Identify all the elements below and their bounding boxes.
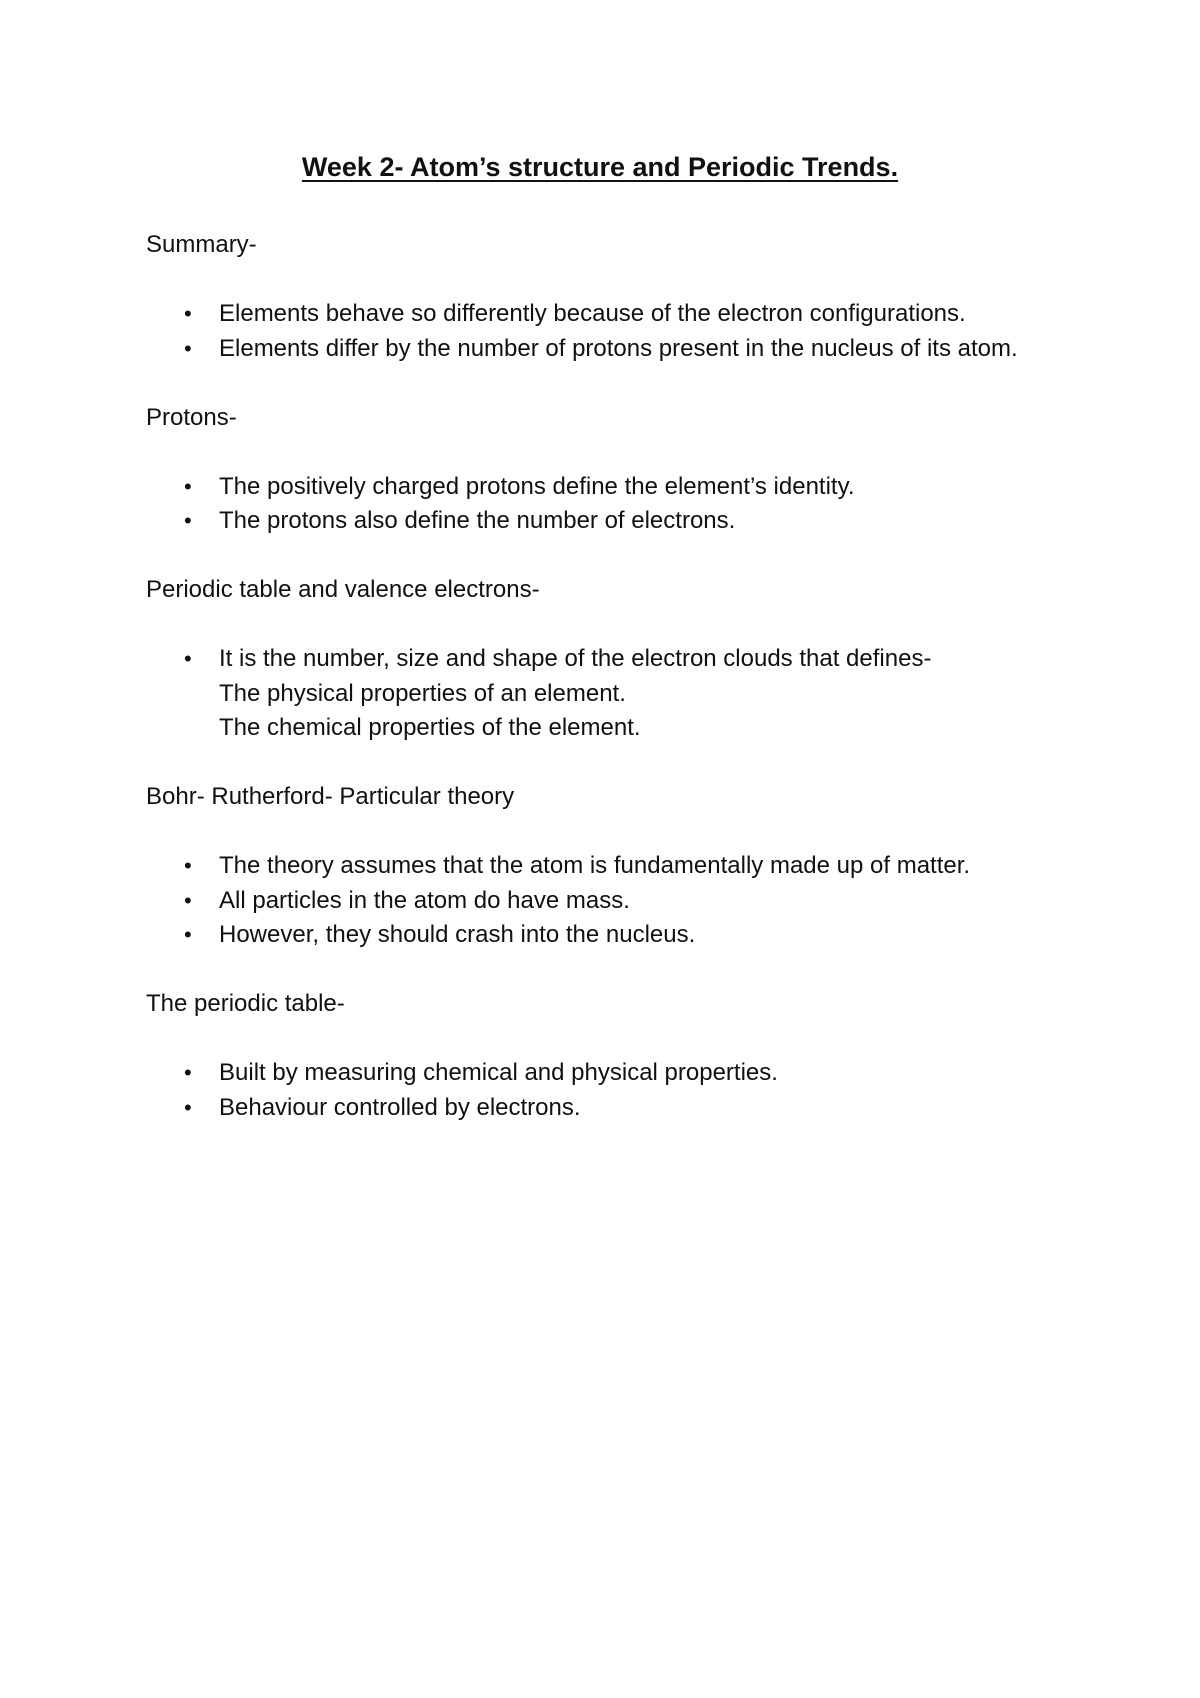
list-item	[146, 884, 1066, 919]
bullet-icon: •	[184, 646, 192, 671]
protons-list	[146, 470, 1066, 539]
list-item	[146, 297, 1066, 332]
periodic-valence-list	[146, 642, 1066, 746]
list-item-text: The positively charged protons define the element’s identity.	[219, 472, 855, 500]
bullet-icon: •	[184, 301, 192, 326]
section-heading-protons: Protons-	[146, 403, 237, 431]
list-item-text: Built by measuring chemical and physical properties.	[219, 1059, 778, 1086]
list-item	[146, 504, 1066, 539]
periodic-table-list	[146, 1056, 1066, 1125]
section-heading-periodic-table: The periodic table-	[146, 990, 345, 1017]
document-body	[146, 228, 1066, 1160]
continuation-line: The chemical properties of the element.	[219, 714, 641, 741]
list-item-text: Elements differ by the number of protons present in the nucleus of its atom.	[219, 334, 1018, 362]
list-item-text: It is the number, size and shape of the electron clouds that defines-	[219, 645, 932, 672]
list-item	[146, 1056, 1066, 1091]
bullet-icon: •	[184, 1094, 192, 1120]
list-item	[146, 642, 1066, 746]
list-item	[146, 918, 1066, 953]
section-heading-periodic-valence: Periodic table and valence electrons-	[146, 576, 540, 603]
list-item-text: The protons also define the number of electrons.	[219, 507, 736, 534]
bullet-icon: •	[184, 1060, 192, 1085]
bullet-icon: •	[184, 473, 192, 499]
document-title: Week 2- Atom’s structure and Periodic Trends.	[301, 152, 899, 182]
list-item-text: However, they should crash into the nucleus.	[219, 921, 696, 948]
bullet-icon: •	[184, 887, 192, 913]
section-heading-summary: Summary-	[146, 231, 257, 258]
list-item	[146, 470, 1066, 505]
list-item	[146, 849, 1066, 884]
bohr-rutherford-list	[146, 849, 1066, 953]
list-item-text: The theory assumes that the atom is fundamentally made up of matter.	[219, 852, 971, 879]
list-item	[146, 332, 1066, 367]
continuation-line: The physical properties of an element.	[219, 679, 626, 707]
bullet-icon: •	[184, 335, 192, 361]
list-item-text: All particles in the atom do have mass.	[219, 886, 630, 914]
list-item	[146, 1091, 1066, 1126]
list-item-text: Elements behave so differently because of the electron configurations.	[219, 300, 966, 327]
bullet-icon: •	[184, 922, 192, 947]
list-item-text: Behaviour controlled by electrons.	[219, 1093, 581, 1121]
summary-list	[146, 297, 1066, 366]
bullet-icon: •	[184, 508, 192, 533]
bullet-icon: •	[184, 853, 192, 878]
section-heading-bohr-rutherford: Bohr- Rutherford- Particular theory	[146, 783, 515, 810]
